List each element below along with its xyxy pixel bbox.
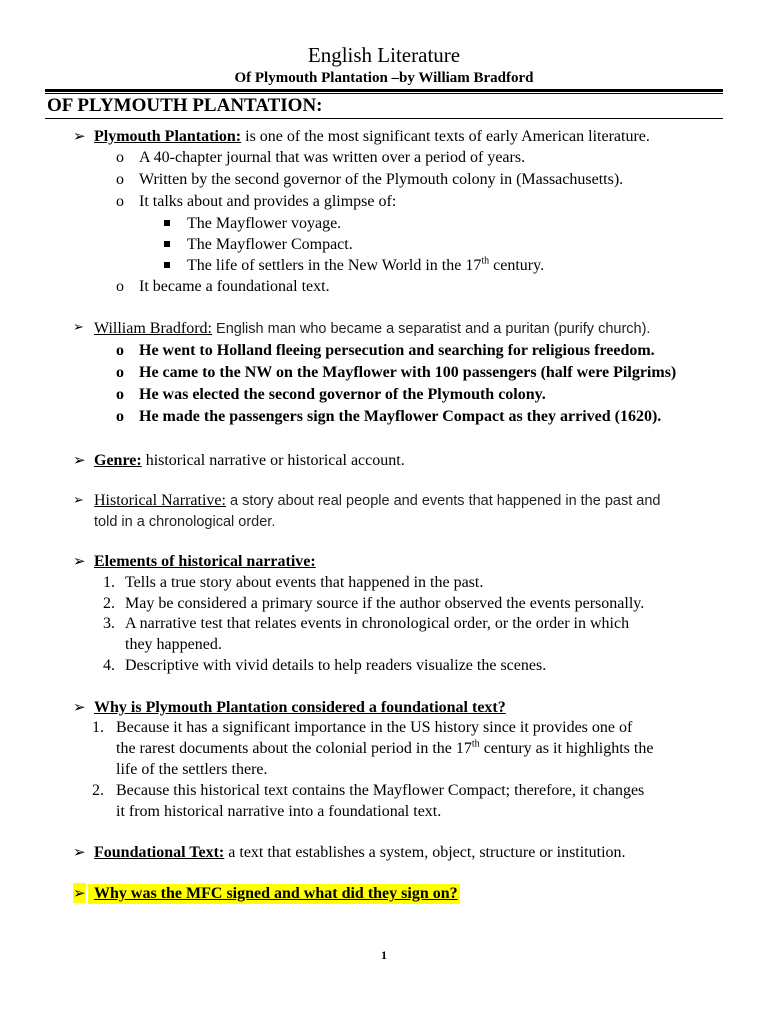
- list-number: 2.: [92, 782, 104, 799]
- circle-bullet-icon: o: [116, 364, 124, 381]
- bradford-sub: He went to Holland fleeing persecution and searching for religious freedom.: [139, 342, 655, 359]
- foundational-term: Foundational Text:: [94, 844, 225, 861]
- plymouth-sub: It became a foundational text.: [139, 278, 330, 295]
- why-item-text: the rarest documents about the colonial period in the 17: [116, 740, 472, 757]
- plymouth-sub: It talks about and provides a glimpse of:: [139, 193, 397, 210]
- narrative-term: Historical Narrative:: [94, 492, 226, 509]
- plymouth-line: [94, 127, 650, 147]
- why-item: Because this historical text contains the Mayflower Compact; therefore, it changes: [116, 782, 645, 799]
- glimpse-item: The Mayflower voyage.: [187, 215, 342, 232]
- why-item: Because it has a significant importance in the US history since it provides one of: [116, 719, 633, 736]
- circle-bullet-icon: o: [116, 342, 124, 359]
- list-number: 3.: [103, 615, 115, 632]
- circle-bullet-icon: o: [116, 193, 124, 210]
- genre-term: Genre:: [94, 452, 142, 469]
- why-item-cont: it from historical narrative into a foundational text.: [116, 803, 442, 820]
- header-rule-thick: [45, 89, 723, 92]
- foundational-line: [94, 843, 626, 863]
- arrowhead-bullet-icon: ➢: [73, 320, 84, 335]
- bradford-sub: He was elected the second governor of the Plymouth colony.: [139, 386, 546, 403]
- why-item-sup: th: [471, 738, 480, 750]
- bradford-text: English man who became a separatist and a puritan (purify church).: [212, 321, 651, 337]
- circle-bullet-icon: o: [116, 386, 124, 403]
- square-bullet-icon: [164, 241, 170, 247]
- genre-text: historical narrative or historical account.: [141, 452, 405, 469]
- elements-item: A narrative test that relates events in chronological order, or the order in which: [125, 615, 630, 632]
- list-number: 1.: [103, 574, 115, 591]
- elements-item: Descriptive with vivid details to help readers visualize the scenes.: [125, 657, 547, 674]
- circle-bullet-icon: o: [116, 149, 124, 166]
- section-heading: OF PLYMOUTH PLANTATION:: [47, 95, 323, 116]
- header-rule-thin: [45, 93, 723, 94]
- foundational-text: a text that establishes a system, object, structure or institution.: [224, 844, 626, 861]
- glimpse-item: The Mayflower Compact.: [187, 236, 353, 253]
- plymouth-sub: A 40-chapter journal that was written over a period of years.: [139, 149, 526, 166]
- narrative-line: [94, 491, 660, 511]
- bradford-sub: He came to the NW on the Mayflower with 100 passengers (half were Pilgrims): [139, 364, 677, 381]
- arrowhead-bullet-icon: ➢: [73, 493, 84, 508]
- plymouth-text: is one of the most significant texts of early American literature.: [241, 128, 650, 145]
- why-item-text-end: century as it highlights the: [479, 740, 654, 757]
- elements-item: Tells a true story about events that happened in the past.: [125, 574, 484, 591]
- heading-rule: [45, 118, 723, 119]
- arrowhead-bullet-icon: ➢: [73, 451, 86, 469]
- life-sup: th: [481, 255, 490, 267]
- page-number: 1: [381, 948, 387, 962]
- square-bullet-icon: [164, 220, 170, 226]
- why-item-cont: life of the settlers there.: [116, 761, 268, 778]
- list-number: 2.: [103, 595, 115, 612]
- glimpse-item: [187, 256, 544, 276]
- narrative-text: a story about real people and events that happened in the past and: [225, 493, 661, 509]
- mfc-question: Why was the MFC signed and what did they sign on?: [88, 884, 460, 904]
- bradford-term: William Bradford:: [94, 320, 212, 337]
- list-number: 4.: [103, 657, 115, 674]
- plymouth-sub: Written by the second governor of the Plymouth colony in (Massachusetts).: [139, 171, 624, 188]
- life-text: The life of settlers in the New World in the 17: [187, 257, 482, 274]
- square-bullet-icon: [164, 262, 170, 268]
- circle-bullet-icon: o: [116, 171, 124, 188]
- bradford-line: [94, 319, 650, 339]
- arrowhead-bullet-icon: ➢: [73, 843, 86, 861]
- arrowhead-bullet-icon: ➢: [73, 127, 86, 145]
- elements-item: May be considered a primary source if the author observed the events personally.: [125, 595, 645, 612]
- why-item-cont: [116, 739, 653, 759]
- narrative-text-cont: told in a chronological order.: [94, 514, 276, 530]
- plymouth-term: Plymouth Plantation:: [94, 128, 242, 145]
- bradford-sub: He made the passengers sign the Mayflower Compact as they arrived (1620).: [139, 408, 662, 425]
- why-question: Why is Plymouth Plantation considered a foundational text?: [94, 699, 506, 716]
- document-title: English Literature: [307, 43, 461, 67]
- list-number: 1.: [92, 719, 104, 736]
- circle-bullet-icon: o: [116, 278, 124, 295]
- elements-term: Elements of historical narrative:: [94, 553, 316, 570]
- genre-line: [94, 451, 405, 471]
- elements-item-cont: they happened.: [125, 636, 222, 653]
- document-subtitle: Of Plymouth Plantation –by William Bradford: [234, 70, 534, 86]
- arrowhead-bullet-icon: ➢: [73, 698, 86, 716]
- arrowhead-bullet-icon: ➢: [73, 884, 86, 902]
- life-text-end: century.: [489, 257, 545, 274]
- arrowhead-bullet-icon: ➢: [73, 552, 86, 570]
- circle-bullet-icon: o: [116, 408, 124, 425]
